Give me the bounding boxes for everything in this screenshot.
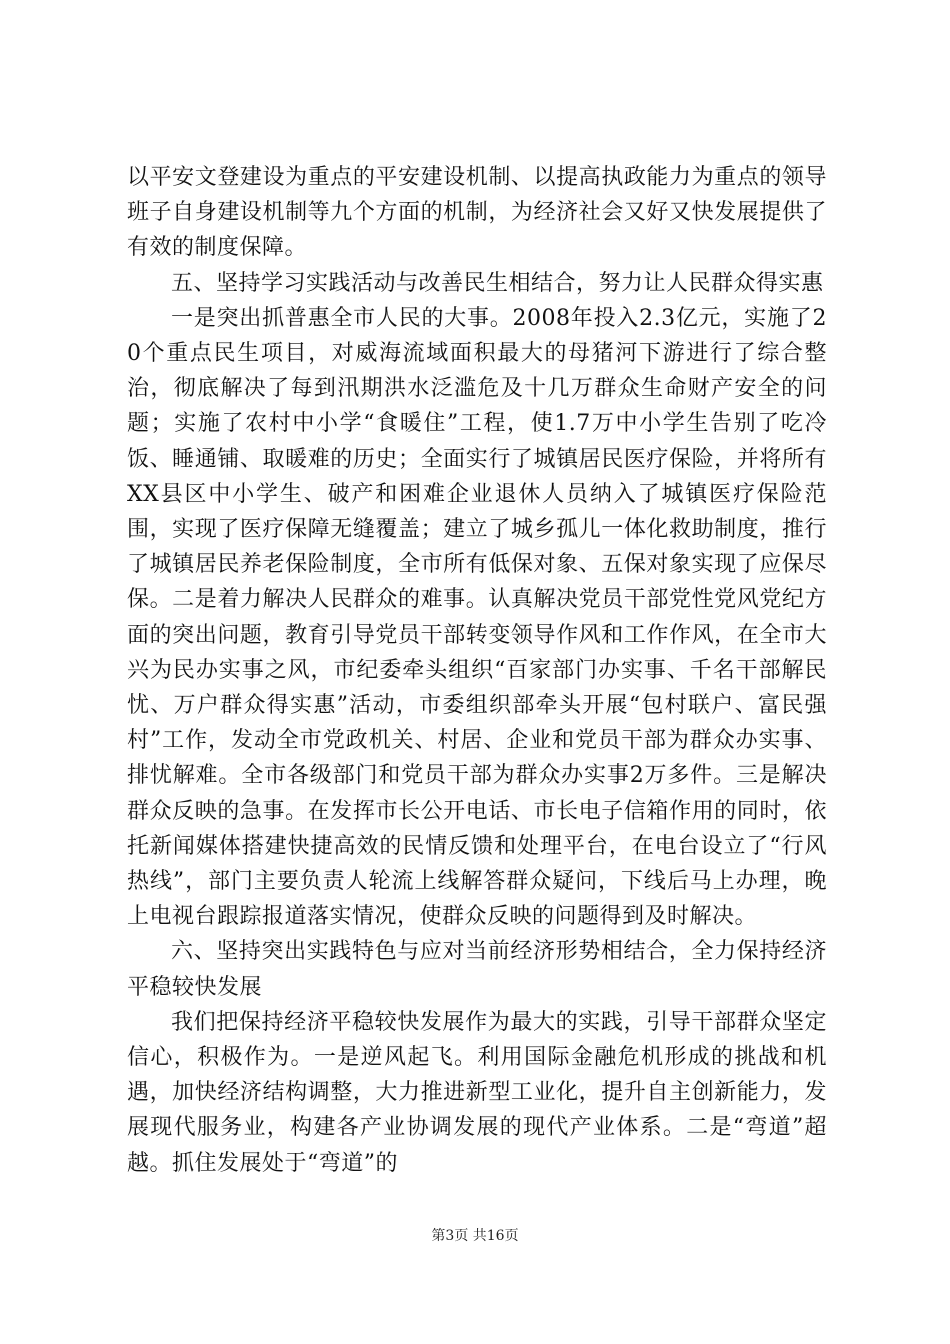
document-body	[127, 160, 827, 1181]
page-number-footer: 第3页 共16页	[431, 1228, 519, 1244]
paragraph-continuation: 以平安文登建设为重点的平安建设机制、以提高执政能力为重点的领导班子自身建设机制等九个方面的机制，为经济社会又好又快发展提供了有效的制度保障。	[127, 165, 827, 261]
paragraph-livelihood: 一是突出抓普惠全市人民的大事。2008年投入2.3亿元，实施了20个重点民生项目，对威海流域面积最大的母猪河下游进行了综合整治，彻底解决了每到汛期洪水泛滥危及十几万群众生命财产安全的问题；实施了农村中小学“食暖住”工程，使1.7万中小学生告别了吃冷饭、睡通铺、取暖难的历史；全面实行了城镇居民医疗保险，并将所有XX县区中小学生、破产和困难企业退休人员纳入了城镇医疗保险范围，实现了医疗保障无缝覆盖；建立了城乡孤儿一体化救助制度，推行了城镇居民养老保险制度，全市所有低保对象、五保对象实现了应保尽保。二是着力解决人民群众的难事。认真解决党员干部党性党风党纪方面的突出问题，教育引导党员干部转变领导作风和工作作风，在全市大兴为民办实事之风，市纪委牵头组织“百家部门办实事、千名干部解民忧、万户群众得实惠”活动，市委组织部牵头开展“包村联户、富民强村”工作，发动全市党政机关、村居、企业和党员干部为群众办实事、排忧解难。全市各级部门和党员干部为群众办实事2万多件。三是解决群众反映的急事。在发挥市长公开电话、市长电子信箱作用的同时，依托新闻媒体搭建快捷高效的民情反馈和处理平台，在电台设立了“行风热线”，部门主要负责人轮流上线解答群众疑问，下线后马上办理，晚上电视台跟踪报道落实情况，使群众反映的问题得到及时解决。	[127, 305, 827, 930]
paragraph-economy: 我们把保持经济平稳较快发展作为最大的实践，引导干部群众坚定信心，积极作为。一是逆风起飞。利用国际金融危机形成的挑战和机遇，加快经济结构调整，大力推进新型工业化，提升自主创新能力，发展现代服务业，构建各产业协调发展的现代产业体系。二是“弯道”超越。抓住发展处于“弯道”的	[127, 1009, 827, 1176]
section-heading-five: 五、坚持学习实践活动与改善民生相结合，努力让人民群众得实惠	[171, 270, 824, 296]
section-heading-six: 六、坚持突出实践特色与应对当前经济形势相结合，全力保持经济平稳较快发展	[127, 939, 827, 1000]
